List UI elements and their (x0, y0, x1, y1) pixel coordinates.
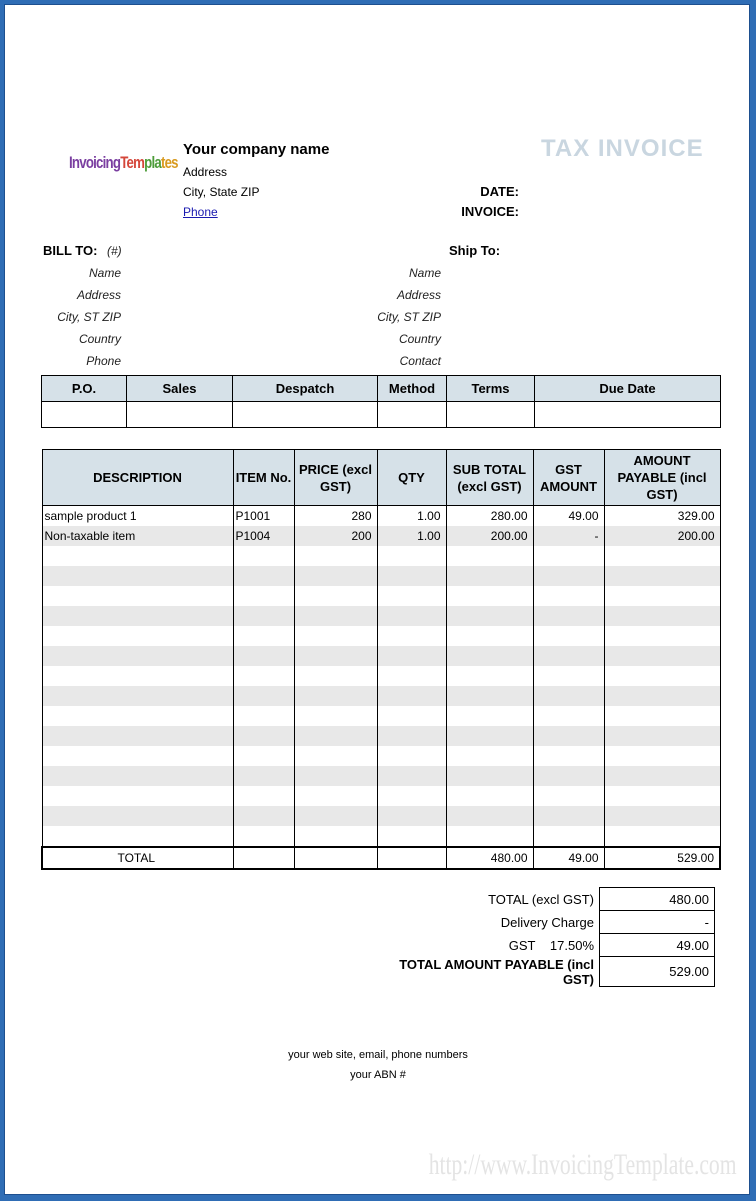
empty-cell[interactable] (42, 646, 233, 666)
empty-cell[interactable] (233, 746, 294, 766)
empty-cell[interactable] (294, 726, 377, 746)
empty-cell[interactable] (446, 786, 533, 806)
total-excl-value: 480.00 (600, 888, 715, 911)
empty-cell[interactable] (233, 826, 294, 847)
item-subtotal: 200.00 (446, 526, 533, 546)
empty-cell[interactable] (377, 566, 446, 586)
empty-cell[interactable] (604, 586, 720, 606)
empty-cell[interactable] (233, 786, 294, 806)
empty-cell[interactable] (604, 786, 720, 806)
empty-cell[interactable] (42, 766, 233, 786)
item-price[interactable]: 280 (294, 506, 377, 527)
empty-cell[interactable] (42, 786, 233, 806)
empty-cell[interactable] (377, 786, 446, 806)
empty-cell[interactable] (377, 826, 446, 847)
empty-cell[interactable] (533, 786, 604, 806)
empty-cell[interactable] (294, 746, 377, 766)
total-empty-cell (294, 847, 377, 869)
table-row[interactable] (42, 626, 720, 646)
table-row[interactable] (42, 606, 720, 626)
empty-cell[interactable] (294, 626, 377, 646)
item-description[interactable]: sample product 1 (42, 506, 233, 527)
item-subtotal: 280.00 (446, 506, 533, 527)
empty-cell[interactable] (446, 706, 533, 726)
empty-cell[interactable] (604, 826, 720, 847)
date-label: DATE: (480, 184, 519, 199)
empty-cell[interactable] (42, 806, 233, 826)
empty-cell[interactable] (377, 686, 446, 706)
empty-cell[interactable] (42, 686, 233, 706)
ship-to-address: Address (396, 288, 441, 302)
empty-cell[interactable] (533, 686, 604, 706)
empty-cell[interactable] (446, 726, 533, 746)
header-due-date: Due Date (535, 376, 721, 402)
item-price[interactable]: 200 (294, 526, 377, 546)
table-row[interactable] (42, 666, 720, 686)
total-label: TOTAL (42, 847, 233, 869)
bill-to-name: Name (88, 266, 121, 280)
empty-cell[interactable] (294, 586, 377, 606)
method-cell[interactable] (378, 402, 447, 428)
total-row (42, 847, 720, 869)
empty-cell[interactable] (604, 666, 720, 686)
item-gst: - (533, 526, 604, 546)
empty-cell[interactable] (604, 806, 720, 826)
empty-cell[interactable] (377, 726, 446, 746)
empty-cell[interactable] (233, 646, 294, 666)
empty-cell[interactable] (294, 806, 377, 826)
empty-cell[interactable] (604, 686, 720, 706)
total-empty-cell (233, 847, 294, 869)
empty-cell[interactable] (446, 606, 533, 626)
header-description: DESCRIPTION (42, 450, 233, 506)
empty-cell[interactable] (604, 706, 720, 726)
empty-cell[interactable] (233, 626, 294, 646)
empty-cell[interactable] (42, 746, 233, 766)
ship-to-country: Country (398, 332, 441, 346)
empty-cell[interactable] (446, 826, 533, 847)
ship-to-name: Name (408, 266, 441, 280)
table-row[interactable] (42, 726, 720, 746)
empty-cell[interactable] (533, 806, 604, 826)
header-po: P.O. (42, 376, 127, 402)
header-method: Method (378, 376, 447, 402)
table-row[interactable] (42, 766, 720, 786)
total-gst: 49.00 (533, 847, 604, 869)
empty-cell[interactable] (446, 806, 533, 826)
empty-cell[interactable] (533, 626, 604, 646)
empty-cell[interactable] (377, 606, 446, 626)
header-gst-amount: GST AMOUNT (533, 450, 604, 506)
ship-to-city: City, ST ZIP (377, 310, 441, 324)
empty-cell[interactable] (377, 706, 446, 726)
empty-cell[interactable] (377, 586, 446, 606)
line-items-table (41, 449, 721, 870)
header-price: PRICE (excl GST) (294, 450, 377, 506)
table-row[interactable] (42, 526, 720, 546)
gst-label-text: GST (508, 937, 536, 953)
table-row[interactable] (42, 806, 720, 826)
delivery-value[interactable]: - (600, 911, 715, 934)
empty-cell[interactable] (533, 726, 604, 746)
empty-cell[interactable] (533, 606, 604, 626)
header-despatch: Despatch (233, 376, 378, 402)
header-qty: QTY (377, 450, 446, 506)
empty-cell[interactable] (533, 766, 604, 786)
empty-cell[interactable] (42, 566, 233, 586)
item-gst: 49.00 (533, 506, 604, 527)
bill-to-heading: BILL TO: (43, 243, 98, 258)
summary-table (361, 887, 715, 987)
total-excl-label: TOTAL (excl GST) (488, 891, 594, 907)
header-item-no: ITEM No. (233, 450, 294, 506)
empty-cell[interactable] (377, 766, 446, 786)
terms-cell[interactable] (447, 402, 535, 428)
empty-cell[interactable] (446, 686, 533, 706)
empty-cell[interactable] (446, 746, 533, 766)
payable-value: 529.00 (600, 957, 715, 987)
empty-cell[interactable] (533, 706, 604, 726)
company-logo: InvoicingTemplates (69, 153, 178, 172)
empty-cell[interactable] (446, 626, 533, 646)
empty-cell[interactable] (604, 726, 720, 746)
invoice-number-label: INVOICE: (461, 204, 519, 219)
empty-cell[interactable] (294, 766, 377, 786)
empty-cell[interactable] (233, 666, 294, 686)
empty-cell[interactable] (604, 646, 720, 666)
company-address: Address (183, 165, 228, 179)
empty-cell[interactable] (42, 726, 233, 746)
invoice-title: TAX INVOICE (541, 135, 704, 162)
empty-cell[interactable] (42, 666, 233, 686)
bill-to-country: Country (78, 332, 121, 346)
company-city: City, State ZIP (183, 185, 260, 199)
item-number[interactable]: P1001 (233, 506, 294, 527)
empty-cell[interactable] (42, 546, 233, 566)
order-info-table (41, 375, 721, 428)
empty-cell[interactable] (294, 786, 377, 806)
total-empty-cell (377, 847, 446, 869)
empty-cell[interactable] (446, 566, 533, 586)
company-phone-link[interactable]: Phone (183, 205, 218, 219)
header-terms: Terms (447, 376, 535, 402)
empty-cell[interactable] (294, 606, 377, 626)
table-row[interactable] (42, 746, 720, 766)
empty-cell[interactable] (233, 806, 294, 826)
table-row[interactable] (42, 586, 720, 606)
empty-cell[interactable] (42, 626, 233, 646)
gst-value: 49.00 (600, 934, 715, 957)
empty-cell[interactable] (294, 566, 377, 586)
item-amount: 200.00 (604, 526, 720, 546)
table-row[interactable] (42, 686, 720, 706)
header-sales: Sales (127, 376, 233, 402)
empty-cell[interactable] (604, 626, 720, 646)
empty-cell[interactable] (42, 606, 233, 626)
empty-cell[interactable] (533, 586, 604, 606)
empty-cell[interactable] (446, 646, 533, 666)
empty-cell[interactable] (294, 646, 377, 666)
invoice-page (4, 4, 750, 1195)
table-row[interactable] (42, 566, 720, 586)
table-row[interactable] (42, 706, 720, 726)
total-amount: 529.00 (604, 847, 720, 869)
empty-cell[interactable] (294, 546, 377, 566)
empty-cell[interactable] (294, 666, 377, 686)
gst-rate[interactable]: 17.50% (549, 937, 594, 953)
empty-cell[interactable] (533, 826, 604, 847)
empty-cell[interactable] (604, 746, 720, 766)
empty-cell[interactable] (604, 766, 720, 786)
item-description[interactable]: Non-taxable item (42, 526, 233, 546)
empty-cell[interactable] (294, 686, 377, 706)
empty-cell[interactable] (233, 606, 294, 626)
delivery-label: Delivery Charge (500, 914, 594, 930)
footer-abn: your ABN # (350, 1069, 406, 1081)
payable-label: TOTAL AMOUNT PAYABLE (incl GST) (399, 956, 594, 987)
empty-cell[interactable] (533, 566, 604, 586)
empty-cell[interactable] (604, 546, 720, 566)
watermark: http://www.InvoicingTemplate.com (429, 1148, 737, 1181)
empty-cell[interactable] (533, 646, 604, 666)
bill-to-phone: Phone (86, 354, 121, 368)
empty-cell[interactable] (377, 646, 446, 666)
empty-cell[interactable] (294, 826, 377, 847)
empty-cell[interactable] (604, 566, 720, 586)
ship-to-heading: Ship To: (449, 243, 501, 258)
item-qty[interactable]: 1.00 (377, 506, 446, 527)
empty-cell[interactable] (233, 546, 294, 566)
empty-cell[interactable] (233, 726, 294, 746)
empty-cell[interactable] (533, 746, 604, 766)
table-row[interactable] (42, 506, 720, 527)
empty-cell[interactable] (604, 606, 720, 626)
footer-contact: your web site, email, phone numbers (288, 1049, 468, 1061)
header-amount-payable: AMOUNT PAYABLE (incl GST) (604, 450, 720, 506)
empty-cell[interactable] (294, 706, 377, 726)
empty-cell[interactable] (446, 766, 533, 786)
empty-cell[interactable] (42, 826, 233, 847)
gst-label (361, 934, 600, 957)
empty-cell[interactable] (42, 586, 233, 606)
table-row[interactable] (42, 826, 720, 847)
empty-cell[interactable] (377, 666, 446, 686)
item-qty[interactable]: 1.00 (377, 526, 446, 546)
table-row[interactable] (42, 546, 720, 566)
empty-cell[interactable] (377, 546, 446, 566)
empty-cell[interactable] (377, 746, 446, 766)
header-subtotal: SUB TOTAL (excl GST) (446, 450, 533, 506)
empty-cell[interactable] (533, 546, 604, 566)
empty-cell[interactable] (233, 566, 294, 586)
empty-cell[interactable] (42, 706, 233, 726)
due-date-cell[interactable] (535, 402, 721, 428)
table-row[interactable] (42, 646, 720, 666)
empty-cell[interactable] (233, 706, 294, 726)
empty-cell[interactable] (377, 806, 446, 826)
company-name: Your company name (183, 141, 330, 158)
empty-cell[interactable] (377, 626, 446, 646)
empty-cell[interactable] (533, 666, 604, 686)
bill-to-hash: (#) (107, 244, 122, 258)
empty-cell[interactable] (233, 586, 294, 606)
ship-to-contact: Contact (399, 354, 441, 368)
table-row[interactable] (42, 786, 720, 806)
bill-to-address: Address (76, 288, 121, 302)
bill-to-city: City, ST ZIP (57, 310, 121, 324)
total-subtotal: 480.00 (446, 847, 533, 869)
item-number[interactable]: P1004 (233, 526, 294, 546)
empty-cell[interactable] (446, 586, 533, 606)
despatch-cell[interactable] (233, 402, 378, 428)
empty-cell[interactable] (233, 766, 294, 786)
po-cell[interactable] (42, 402, 127, 428)
item-amount: 329.00 (604, 506, 720, 527)
empty-cell[interactable] (233, 686, 294, 706)
empty-cell[interactable] (446, 546, 533, 566)
empty-cell[interactable] (446, 666, 533, 686)
sales-cell[interactable] (127, 402, 233, 428)
